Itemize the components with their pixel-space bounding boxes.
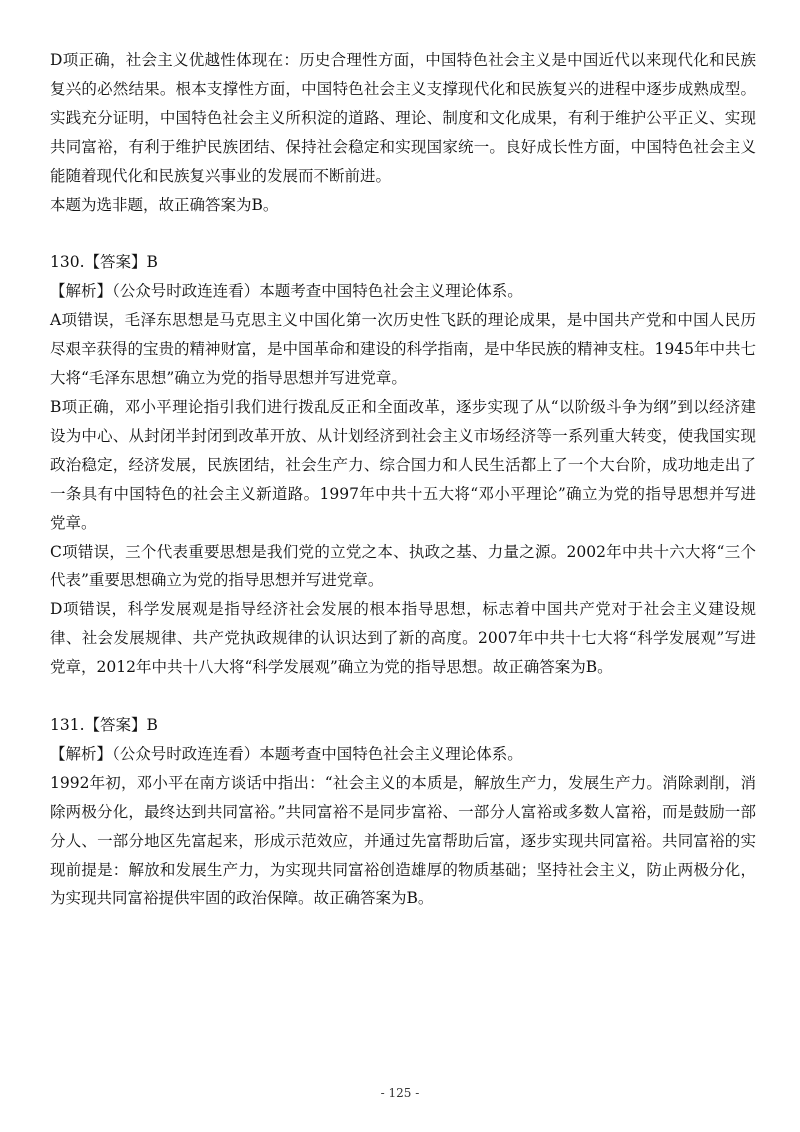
paragraph-option-d-prev: D项正确，社会主义优越性体现在：历史合理性方面，中国特色社会主义是中国近代以来现代化和民族复兴的必然结果。根本支撑性方面，中国特色社会主义支撑现代化和民族复兴的进程中逐步成熟成型。实践充分证明，中国特色社会主义所积淀的道路、理论、制度和文化成果，有利于维护公平正义、实现共同富裕，有利于维护民族团结、保持社会稳定和实现国家统一。良好成长性方面，中国特色社会主义能随着现代化和民族复兴事业的发展而不断前进。 [50, 51, 756, 185]
paragraph-conclusion-prev: 本题为选非题，故正确答案为B。 [50, 195, 279, 214]
q130-answer: 130.【答案】B [50, 253, 158, 272]
page-number: - 125 - [380, 1086, 420, 1100]
q131-body: 1992年初，邓小平在南方谈话中指出：“社会主义的本质是，解放生产力，发展生产力。消除剥削，消除两极分化，最终达到共同富裕。”共同富裕不是同步富裕、一部分人富裕或多数人富裕，而是鼓励一部分人、一部分地区先富起来，形成示范效应，并通过先富帮助后富，逐步实现共同富裕。共同富裕的实现前提是：解放和发展生产力，为实现共同富裕创造雄厚的物质基础；坚持社会主义，防止两极分化，为实现共同富裕提供牢固的政治保障。故正确答案为B。 [50, 773, 756, 908]
section-gap [50, 682, 756, 711]
q131-answer: 131.【答案】B [50, 716, 158, 735]
section-gap [50, 219, 756, 248]
document-page [50, 46, 756, 913]
q130-option-c: C项错误，三个代表重要思想是我们党的立党之本、执政之基、力量之源。2002年中共十六大将“三个代表”重要思想确立为党的指导思想并写进党章。 [50, 542, 756, 590]
q130-option-d: D项错误，科学发展观是指导经济社会发展的根本指导思想，标志着中国共产党对于社会主义建设规律、社会发展规律、共产党执政规律的认识达到了新的高度。2007年中共十七大将“科学发展观”写进党章，2012年中共十八大将“科学发展观”确立为党的指导思想。故正确答案为B。 [50, 600, 756, 677]
q130-option-a: A项错误，毛泽东思想是马克思主义中国化第一次历史性飞跃的理论成果，是中国共产党和中国人民历尽艰辛获得的宝贵的精神财富，是中国革命和建设的科学指南，是中华民族的精神支柱。1945年中共七大将“毛泽东思想”确立为党的指导思想并写进党章。 [50, 311, 756, 388]
q131-analysis: 【解析】（公众号时政连连看）本题考查中国特色社会主义理论体系。 [50, 744, 523, 763]
q130-analysis: 【解析】（公众号时政连连看）本题考查中国特色社会主义理论体系。 [50, 282, 523, 301]
q130-option-b: B项正确，邓小平理论指引我们进行拨乱反正和全面改革，逐步实现了从“以阶级斗争为纲”到以经济建设为中心、从封闭半封闭到改革开放、从计划经济到社会主义市场经济等一系列重大转变，使我国实现政治稳定，经济发展，民族团结，社会生产力、综合国力和人民生活都上了一个大台阶，成功地走出了一条具有中国特色的社会主义新道路。1997年中共十五大将“邓小平理论”确立为党的指导思想并写进党章。 [50, 397, 756, 532]
